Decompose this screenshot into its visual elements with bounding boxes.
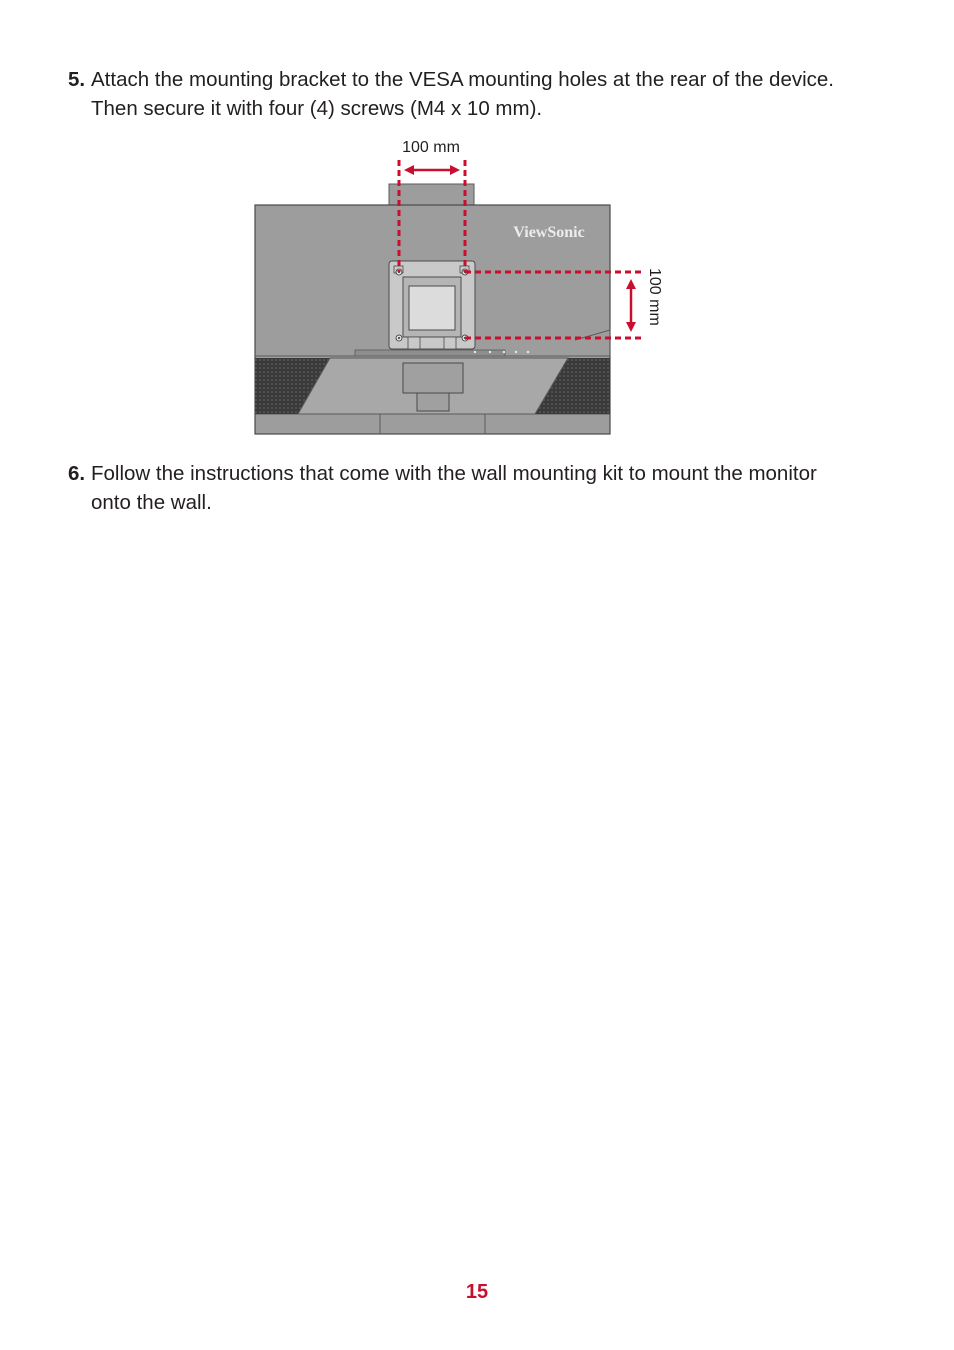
stand-block bbox=[403, 363, 463, 393]
monitor-rear-drawing bbox=[250, 130, 680, 440]
vesa-mount-illustration bbox=[250, 130, 680, 440]
vertical-dimension-label: 100 mm bbox=[646, 268, 663, 326]
double-arrow-vertical-icon bbox=[626, 279, 636, 332]
step-text: Attach the mounting bracket to the VESA mounting holes at the rear of the device. Then secure it with four (4) screws (M4 x 10 mm). bbox=[91, 68, 835, 120]
step-number: 5. bbox=[68, 68, 86, 91]
brand-logo: ViewSonic bbox=[513, 224, 585, 241]
step-text: Follow the instructions that come with the wall mounting kit to mount the monitor onto the wall. bbox=[91, 462, 817, 514]
step-number: 6. bbox=[68, 462, 86, 485]
page-number: 15 bbox=[465, 1281, 489, 1303]
step-6 bbox=[68, 459, 848, 517]
step-5 bbox=[68, 65, 848, 123]
double-arrow-horizontal-icon bbox=[404, 165, 460, 175]
stand-neck bbox=[389, 184, 474, 206]
horizontal-dimension-label: 100 mm bbox=[402, 139, 460, 156]
